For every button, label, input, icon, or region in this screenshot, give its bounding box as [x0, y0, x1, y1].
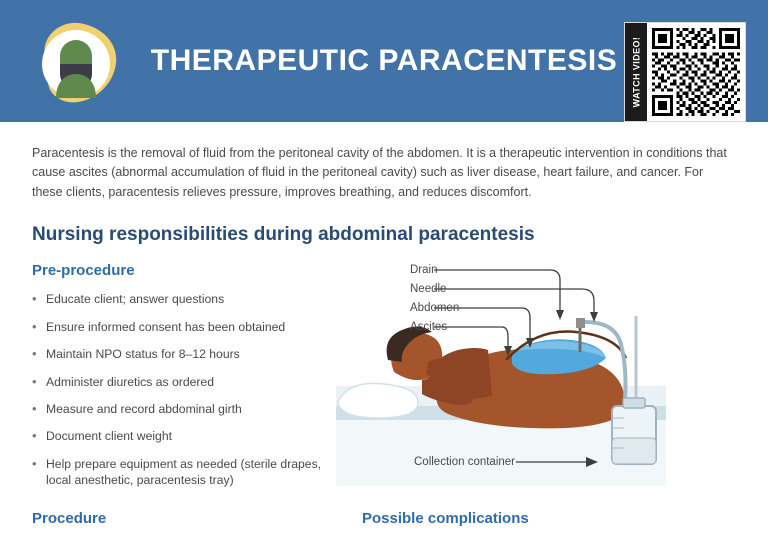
- list-item: • Measure and record abdominal girth: [32, 401, 336, 417]
- pre-procedure-list: [32, 291, 336, 489]
- callout-collection-container: Collection container: [414, 456, 516, 469]
- list-item: • Educate client; answer questions: [32, 291, 336, 307]
- watch-video-label: [625, 23, 647, 121]
- pre-procedure-column: [32, 262, 336, 500]
- lower-headings-row: [32, 510, 736, 527]
- page-header: [0, 0, 768, 122]
- list-item: • Ensure informed consent has been obtained: [32, 319, 336, 335]
- callout-needle: Needle: [410, 283, 447, 296]
- callout-ascites: Ascites: [410, 321, 448, 334]
- section-heading: Nursing responsibilities during abdominal paracentesis: [32, 224, 535, 246]
- watch-video-label-text: WATCH VIDEO!: [631, 36, 642, 108]
- callout-abdomen: Abdomen: [410, 302, 460, 315]
- pre-procedure-heading: Pre-procedure: [32, 262, 135, 280]
- page-title: THERAPEUTIC PARACENTESIS: [150, 44, 618, 77]
- paracentesis-procedure-illustration: [336, 256, 736, 486]
- nurse-avatar-logo: [26, 14, 134, 114]
- list-item: • Document client weight: [32, 428, 336, 444]
- list-item: • Maintain NPO status for 8–12 hours: [32, 346, 336, 362]
- illustration-column: [336, 262, 736, 500]
- watch-video-qr-block[interactable]: [624, 22, 746, 122]
- list-item: • Administer diuretics as ordered: [32, 374, 336, 390]
- body-columns: [32, 262, 736, 500]
- callout-drain: Drain: [410, 264, 438, 277]
- complications-heading: Possible complications: [362, 509, 529, 527]
- qr-code-icon[interactable]: [647, 23, 745, 121]
- procedure-heading: Procedure: [32, 509, 107, 527]
- list-item: • Help prepare equipment as needed (sterile drapes, local anesthetic, paracentesis tray): [32, 456, 336, 489]
- intro-paragraph: Paracentesis is the removal of fluid from the peritoneal cavity of the abdomen. It is a therapeutic intervention in conditions that cause ascites (abnormal accumulation of fluid in the peritoneal cavity) such as liver disease, heart failure, and cancer. For these clients, paracentesis relieves pressure, improves breathing, and reduces discomfort.: [32, 146, 727, 199]
